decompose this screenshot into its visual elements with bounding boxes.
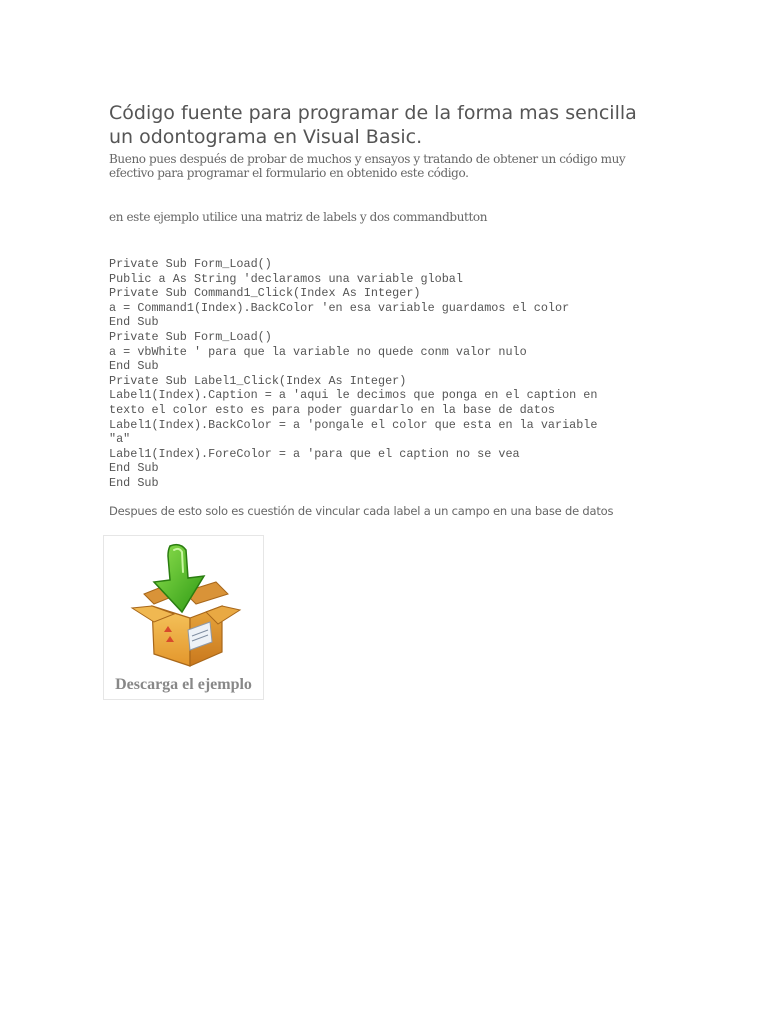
code-line: Private Sub Label1_Click(Index As Integer) — [109, 373, 407, 388]
code-line: Label1(Index).ForeColor = a 'para que el caption no se vea — [109, 446, 520, 461]
code-line: Private Sub Form_Load() — [109, 329, 272, 344]
download-label[interactable]: Descarga el ejemplo — [115, 676, 252, 693]
code-line: "a" — [109, 432, 131, 447]
note-paragraph: en este ejemplo utilice una matriz de labels y dos commandbutton — [109, 210, 488, 224]
intro-paragraph: Bueno pues después de probar de muchos y ensayos y tratando de obtener un código muy efectivo para programar el formulario en obtenido este código. — [109, 152, 626, 180]
code-line: Private Sub Form_Load() — [109, 257, 272, 271]
download-box-icon — [124, 542, 244, 668]
download-example-link[interactable] — [103, 535, 264, 700]
code-line: Private Sub Command1_Click(Index As Integer) — [109, 286, 421, 301]
code-line: End Sub — [109, 461, 159, 476]
code-line: Public a As String 'declaramos una variable global — [109, 271, 463, 286]
code-line: Label1(Index).Caption = a 'aqui le decimos que ponga en el caption en — [109, 388, 598, 403]
code-line: End Sub — [109, 475, 159, 490]
code-line: End Sub — [109, 315, 159, 330]
article-title-line-1: Código fuente para programar de la forma mas sencilla — [109, 102, 637, 124]
closing-paragraph: Despues de esto solo es cuestión de vincular cada label a un campo en una base de datos — [109, 504, 614, 518]
article-title-line-2: un odontograma en Visual Basic. — [109, 126, 423, 148]
article-title — [109, 101, 669, 149]
code-line: a = vbWhite ' para que la variable no quede conm valor nulo — [109, 344, 527, 359]
code-line: a = Command1(Index).BackColor 'en esa variable guardamos el color — [109, 300, 570, 315]
code-line: Label1(Index).BackColor = a 'pongale el color que esta en la variable — [109, 417, 598, 432]
code-line: texto el color esto es para poder guardarlo en la base de datos — [109, 402, 555, 417]
code-block — [109, 257, 669, 491]
code-line: End Sub — [109, 359, 159, 374]
